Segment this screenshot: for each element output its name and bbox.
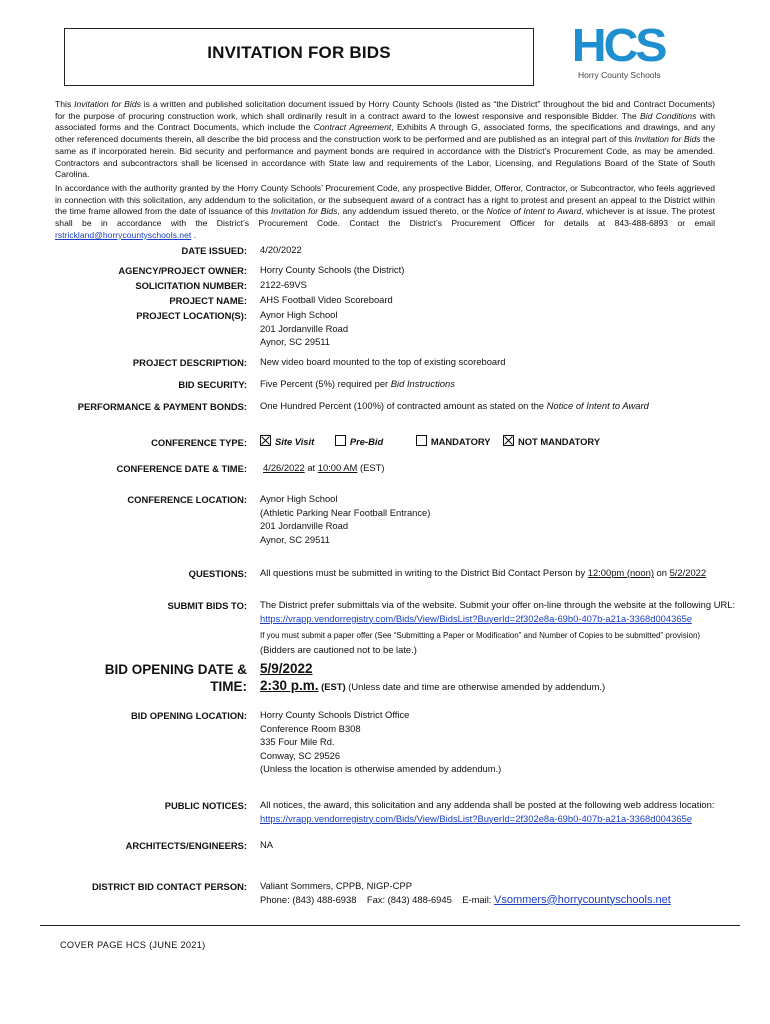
architects-label: ARCHITECTS/ENGINEERS:: [125, 840, 247, 851]
bid-opening-time-value: 2:30 p.m. (EST) (Unless date and time are otherwise amended by addendum.): [260, 678, 606, 693]
checkbox-checked-icon: [260, 435, 271, 446]
bid-opening-label-2: TIME:: [210, 679, 247, 694]
page-title: INVITATION FOR BIDS: [64, 28, 534, 86]
conference-location-value: Aynor High School (Athletic Parking Near Football Entrance) 201 Jordanville Road Aynor, SC 29511: [260, 493, 431, 545]
date-issued-value: 4/20/2022: [260, 244, 302, 255]
agency-label: AGENCY/PROJECT OWNER:: [118, 265, 247, 276]
project-location-label: PROJECT LOCATION(S):: [136, 310, 247, 321]
checkbox-empty-icon: [416, 435, 427, 446]
conference-location-label: CONFERENCE LOCATION:: [127, 494, 247, 505]
bonds-value: One Hundred Percent (100%) of contracted amount as stated on the Notice of Intent to Award: [260, 400, 649, 411]
checkbox-empty-icon: [335, 435, 346, 446]
footer-divider: [40, 925, 740, 926]
site-visit-checkbox[interactable]: Site Visit: [260, 436, 314, 447]
project-location-value: Aynor High School 201 Jordanville Road Aynor, SC 29511: [260, 309, 349, 347]
contact-email-link[interactable]: Vsommers@horrycountyschools.net: [494, 893, 671, 906]
pre-bid-checkbox[interactable]: Pre-Bid: [335, 436, 383, 447]
bid-security-value: Five Percent (5%) required per Bid Instructions: [260, 378, 455, 389]
date-issued-label: DATE ISSUED:: [181, 245, 247, 256]
submit-bids-value: The District prefer submittals via of the website. Submit your offer on-line through the website at the following URL: https://vrapp.vendorregistry.com/Bids/View/BidsList?BuyerId=2f302e8a-69b0-407b-a21a-3368d004365e If you must submit a paper offer (See “Submitting a Paper or Modification” and Number of Copies to be submitted” provision) (Bidders are cautioned not to be late.): [260, 599, 736, 655]
contact-person-label: DISTRICT BID CONTACT PERSON:: [91, 881, 247, 892]
solicitation-value: 2122-69VS: [260, 279, 307, 290]
intro-paragraph-1: This Invitation for Bids is a written and published solicitation document issued by Horry County Schools (listed as “the District” throughout the bid and Contract Documents) for the purpose of procuring construction work, which shall ordinarily result in a contract award to the lowest responsive and responsible Bidder. The Bid Conditions with associated forms and the Contract Documents, which include the Contract Agreement, Exhibits A through G, associated forms, the specifications and drawings, and any other referenced documents therein, all describe the bid process and the construction work to be performed and are published as an integral part of this Invitation for Bids the same as if incorporated herein. Bid security and performance and payment bonds are required in accordance with the District’s Procurement Code, as may be amended. Contractors and subcontractors shall be licensed in accordance with State law and requirements of the Labor, Licensing, and Regulations Board of the State of South Carolina.: [55, 99, 716, 180]
project-description-value: New video board mounted to the top of existing scoreboard: [260, 356, 506, 367]
checkbox-checked-icon: [503, 435, 514, 446]
solicitation-label: SOLICITATION NUMBER:: [135, 280, 247, 291]
public-notices-url-link[interactable]: https://vrapp.vendorregistry.com/Bids/View/BidsList?BuyerId=2f302e8a-69b0-407b-a21a-3368d004365e: [260, 812, 692, 824]
bid-opening-location-label: BID OPENING LOCATION:: [131, 710, 247, 721]
architects-value: NA: [260, 839, 274, 850]
logo-subtitle: Horry County Schools: [578, 70, 661, 80]
bid-security-label: BID SECURITY:: [178, 379, 247, 390]
procurement-email-link[interactable]: rstrickland@horrycountyschools.net: [55, 229, 192, 240]
submit-bids-label: SUBMIT BIDS TO:: [167, 600, 247, 611]
mandatory-checkbox[interactable]: MANDATORY: [416, 436, 491, 447]
questions-label: QUESTIONS:: [188, 568, 247, 579]
bid-opening-location-value: Horry County Schools District Office Conference Room B308 335 Four Mile Rd. Conway, SC 29526 (Unless the location is otherwise amended by addendum.): [260, 709, 502, 774]
conference-type-options: [260, 435, 600, 449]
public-notices-value: All notices, the award, this solicitation and any addenda shall be posted at the following web address location: https://vrapp.vendorregistry.com/Bids/View/BidsList?BuyerId=2f302e8a-69b0-407b-a21a-3368d004365e: [260, 799, 715, 824]
conference-date-value: 4/26/2022 at 10:00 AM (EST): [263, 462, 385, 473]
submit-bids-url-link[interactable]: https://vrapp.vendorregistry.com/Bids/View/BidsList?BuyerId=2f302e8a-69b0-407b-a21a-3368d004365e: [260, 612, 692, 624]
questions-value: All questions must be submitted in writing to the District Bid Contact Person by 12:00pm (noon) on 5/2/2022: [260, 567, 707, 578]
conference-date-label: CONFERENCE DATE & TIME:: [116, 463, 247, 474]
conference-type-label: CONFERENCE TYPE:: [151, 437, 247, 448]
contact-person-value: Valiant Sommers, CPPB, NIGP-CPP Phone: (843) 488-6938 Fax: (843) 488-6945 E-mail: Vsommers@horrycountyschools.net: [260, 880, 671, 906]
footer-text: COVER PAGE HCS (JUNE 2021): [60, 940, 206, 950]
not-mandatory-checkbox[interactable]: NOT MANDATORY: [503, 436, 600, 447]
bid-opening-date-value: 5/9/2022: [260, 661, 313, 676]
bid-opening-label-1: BID OPENING DATE &: [104, 662, 247, 677]
bonds-label: PERFORMANCE & PAYMENT BONDS:: [77, 401, 247, 412]
public-notices-label: PUBLIC NOTICES:: [164, 800, 247, 811]
project-description-label: PROJECT DESCRIPTION:: [132, 357, 247, 368]
hcs-logo: [568, 19, 678, 86]
logo-mark: HCS: [571, 19, 665, 71]
agency-value: Horry County Schools (the District): [260, 264, 405, 275]
intro-paragraph-2: In accordance with the authority granted by the Horry County Schools’ Procurement Code, any prospective Bidder, Offeror, Contractor, or Subcontractor, who feels aggrieved in connection with this solicitation, any addendum to the solicitation, or the subsequent award of a contract has a right to protest and present an appeal to the District within the time frame allowed from the date of issuance of this Invitation for Bids, any addendum issued thereto, or the Notice of Intent to Award, whichever is at issue. The protest shall be in accordance with the District’s Procurement Code. Contact the District’s Procurement Officer for details at 843-488-6893 or email rstrickland@horrycountyschools.net .: [55, 183, 716, 240]
project-name-value: AHS Football Video Scoreboard: [260, 294, 393, 305]
project-name-label: PROJECT NAME:: [169, 295, 247, 306]
